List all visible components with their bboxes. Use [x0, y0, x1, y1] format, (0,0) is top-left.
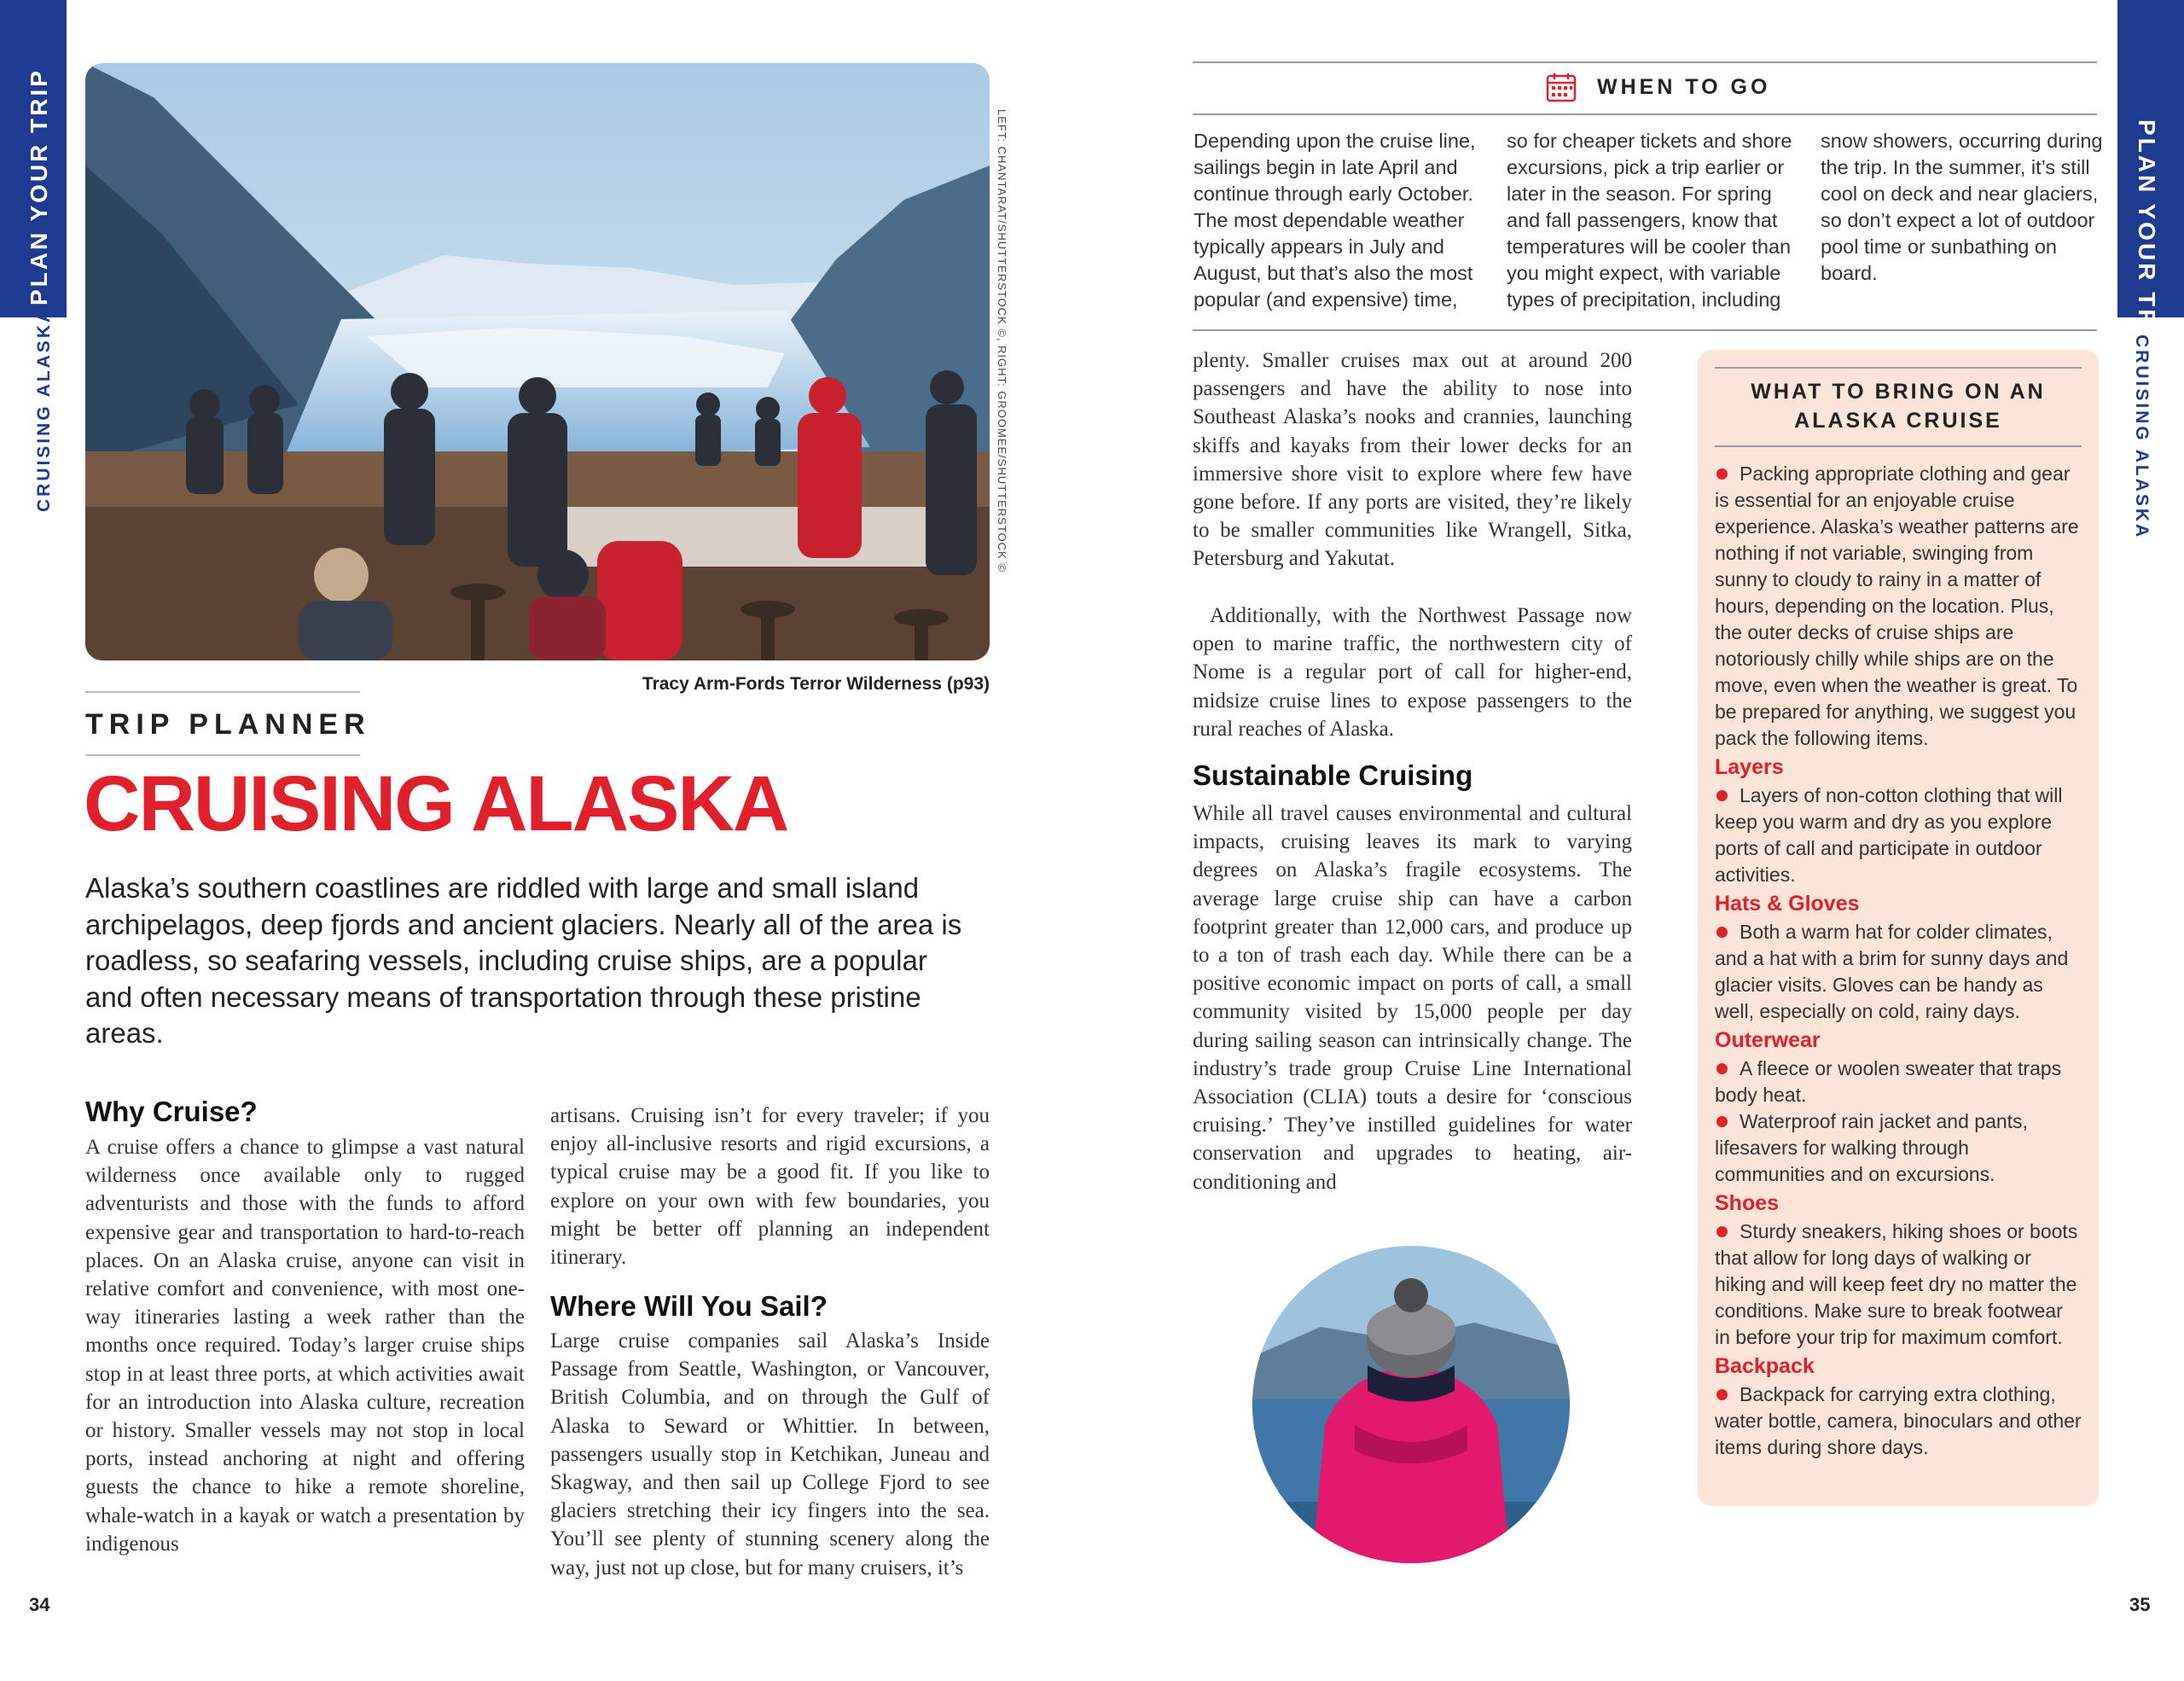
- intro-paragraph: Alaska’s southern coastlines are riddled with large and small island archipelagos, deep fjords and ancient glaciers. Nearly all of the area is roadless, so seafaring vessels, including cruise ships, are a popular and often necessary means of transportation through these pristine areas.: [85, 872, 962, 1049]
- traveler-circle-photo: [1252, 1246, 1570, 1563]
- photo-credit: LEFT: CHANTARAT/SHUTTERSTOCK ©, RIGHT: GROOMEE/SHUTTERSTOCK ©: [996, 109, 1008, 573]
- right-tab-subtitle: CRUISING ALASKA: [2132, 334, 2152, 540]
- layers-item-text: Layers of non-cotton clothing that will keep you warm and dry as you explore ports of call and participate in outdoor activities.: [1715, 784, 2063, 886]
- why-cruise-text: A cruise offers a chance to glimpse a vast natural wilderness once available only to rugged adventurists and those with the funds to afford expensive gear and transportation to hard-to-reach places. On an Alaska cruise, anyone can visit in relative comfort and convenience, with most one-way itineraries lasting a week rather than the months once required. Today’s larger cruise ships stop in at least three ports, at which activities await for an introduction into Alaska culture, recreation or history. Smaller vessels may not stop in local ports, instead anchoring at night and offering guests the chance to hike a remote shoreline, whale-watch in a kayak or watch a presentation by indigenous: [85, 1136, 525, 1556]
- kicker-rule-bottom: [85, 754, 360, 756]
- bring-rule-top: [1715, 367, 2082, 369]
- where-sail-text: Large cruise companies sail Alaska’s Inside Passage from Seattle, Washington, or Vancouver, British Columbia, and on through the Gulf of Alaska to Seward or Whittier. In between, passengers usually stop in Ketchikan, Juneau and Skagway, and then sail up College Fjord to see glaciers stretching their icy fingers into the sea. You’ll see plenty of stunning scenery along the way, just not up close, but for many cruisers, it’s: [550, 1329, 990, 1579]
- page-number-right: 35: [2129, 1594, 2151, 1615]
- why-cruise-heading: Why Cruise?: [85, 1096, 258, 1127]
- page-title: CRUISING ALASKA: [84, 760, 788, 847]
- when-to-go-title: WHEN TO GO: [1597, 75, 1771, 99]
- outerwear-item-1: [1715, 1056, 2082, 1108]
- where-sail-heading: Where Will You Sail?: [550, 1290, 828, 1322]
- when-to-go-col-2: so for cheaper tickets and shore excursions, pick a trip earlier or later in the season. For spring and fall passengers, know that temperatures will be cooler than you might expect, with variable types of precipitation, including: [1507, 130, 1792, 311]
- when-to-go-rule-mid: [1193, 113, 2097, 115]
- layers-heading: Layers: [1715, 755, 1784, 779]
- backpack-item: [1715, 1381, 2082, 1461]
- hats-item: [1715, 919, 2082, 1025]
- calendar-icon: [1546, 72, 1577, 102]
- when-to-go-rule-bottom: [1193, 329, 2097, 331]
- bring-intro: [1715, 461, 2082, 752]
- when-to-go-col-1: Depending upon the cruise line, sailings begin in late April and continue through early October. The most dependable weather typically appears in July and August, but that’s also the most popular (and expensive) time,: [1194, 130, 1476, 311]
- photo-caption: Tracy Arm-Fords Terror Wilderness (p93): [642, 674, 990, 694]
- when-to-go-col-3: snow showers, occurring during the trip. In the summer, it’s still cool on deck and near glaciers, so don’t expect a lot of outdoor pool time or sunbathing on board.: [1821, 130, 2103, 284]
- outerwear-heading: Outerwear: [1715, 1028, 1821, 1052]
- why-cruise-text-continued: artisans. Cruising isn’t for every traveler; if you enjoy all-inclusive resorts and rigid excursions, a typical cruise may be a good fit. If you like to explore on your own with few boundaries, you might be better off planning an independent itinerary.: [550, 1104, 990, 1270]
- bullet-dot-icon: [1716, 927, 1728, 938]
- outerwear-item-1-text: A fleece or woolen sweater that traps body heat.: [1715, 1057, 2062, 1106]
- bring-intro-text: Packing appropriate clothing and gear is essential for an enjoyable cruise experience. Alaska’s weather patterns are nothing if not variable, swinging from sunny to cloudy to rainy in a matter of hours, depending on the location. Plus, the outer decks of cruise ships are notoriously chilly while ships are on the move, even when the weather is great. To be prepared for anything, we suggest you pack the following items.: [1715, 462, 2079, 749]
- bullet-dot-icon: [1716, 1063, 1728, 1074]
- sustainable-heading: Sustainable Cruising: [1193, 759, 1473, 791]
- bullet-dot-icon: [1716, 790, 1728, 801]
- left-tab-title: PLAN YOUR TRIP: [26, 68, 52, 305]
- sustainable-text: While all travel causes environmental and cultural impacts, cruising leaves its mark to varying degrees on Alaska’s fragile ecosystems. The average large cruise ship can have a carbon footprint greater than 12,000 cars, and produce up to a ton of trash each day. While there can be a positive economic impact on ports of call, a small community visited by 15,000 people per day during sailing season can intrinsically change. The industry’s trade group Cruise Line International Association (CLIA) touts a desire for ‘conscious cruising.’ They’ve instilled guidelines for water conservation and upgrades to heating, air-conditioning and: [1193, 802, 1632, 1194]
- backpack-item-text: Backpack for carrying extra clothing, water bottle, camera, binoculars and other items during shore days.: [1715, 1383, 2082, 1458]
- right-tab-title: PLAN YOUR TRIP: [2134, 119, 2160, 357]
- bring-rule-bottom: [1715, 445, 2082, 447]
- page-number-left: 34: [29, 1594, 50, 1615]
- glacier-cruise-photo: [85, 63, 990, 660]
- shoes-item-text: Sturdy sneakers, hiking shoes or boots that allow for long days of walking or hiking and will keep feet dry no matter the conditions. Make sure to break footwear in before your trip for maximum comfort.: [1715, 1220, 2078, 1348]
- bullet-dot-icon: [1716, 468, 1728, 480]
- left-tab-subtitle: CRUISING ALASKA: [34, 306, 54, 512]
- hats-heading: Hats & Gloves: [1715, 892, 1860, 916]
- backpack-heading: Backpack: [1715, 1354, 1815, 1378]
- hats-item-text: Both a warm hat for colder climates, and a hat with a brim for sunny days and glacier visits. Gloves can be handy as well, especially on cold, rainy days.: [1715, 921, 2069, 1022]
- what-to-bring-title: WHAT TO BRING ON AN ALASKA CRUISE: [1751, 380, 2046, 433]
- bullet-dot-icon: [1716, 1389, 1728, 1400]
- right-body-para-1: plenty. Smaller cruises max out at around 200 passengers and have the ability to nose into Southeast Alaska’s nooks and crannies, launching skiffs and kayaks from their lower decks for an immersive shore visit to explore where few have gone before. If any ports are visited, they’re likely to be smaller communities like Wrangell, Sitka, Petersburg and Yakutat.: [1193, 349, 1632, 571]
- what-to-bring-list: [1715, 461, 2082, 1461]
- bullet-dot-icon: [1716, 1226, 1728, 1237]
- bullet-dot-icon: [1716, 1116, 1728, 1127]
- outerwear-item-2: [1715, 1108, 2082, 1188]
- shoes-item: [1715, 1219, 2082, 1351]
- when-to-go-rule-top: [1193, 61, 2097, 63]
- section-kicker: TRIP PLANNER: [85, 708, 371, 741]
- outerwear-item-2-text: Waterproof rain jacket and pants, lifesavers for walking through communities and on excursions.: [1715, 1110, 2028, 1185]
- right-body-para-2: Additionally, with the Northwest Passage now open to marine traffic, the northwestern city of Nome is a regular port of call for higher-end, midsize cruise lines to expose passengers to the rural reaches of Alaska.: [1193, 604, 1632, 741]
- layers-item: [1715, 782, 2082, 888]
- kicker-rule-top: [85, 691, 360, 693]
- shoes-heading: Shoes: [1715, 1191, 1780, 1215]
